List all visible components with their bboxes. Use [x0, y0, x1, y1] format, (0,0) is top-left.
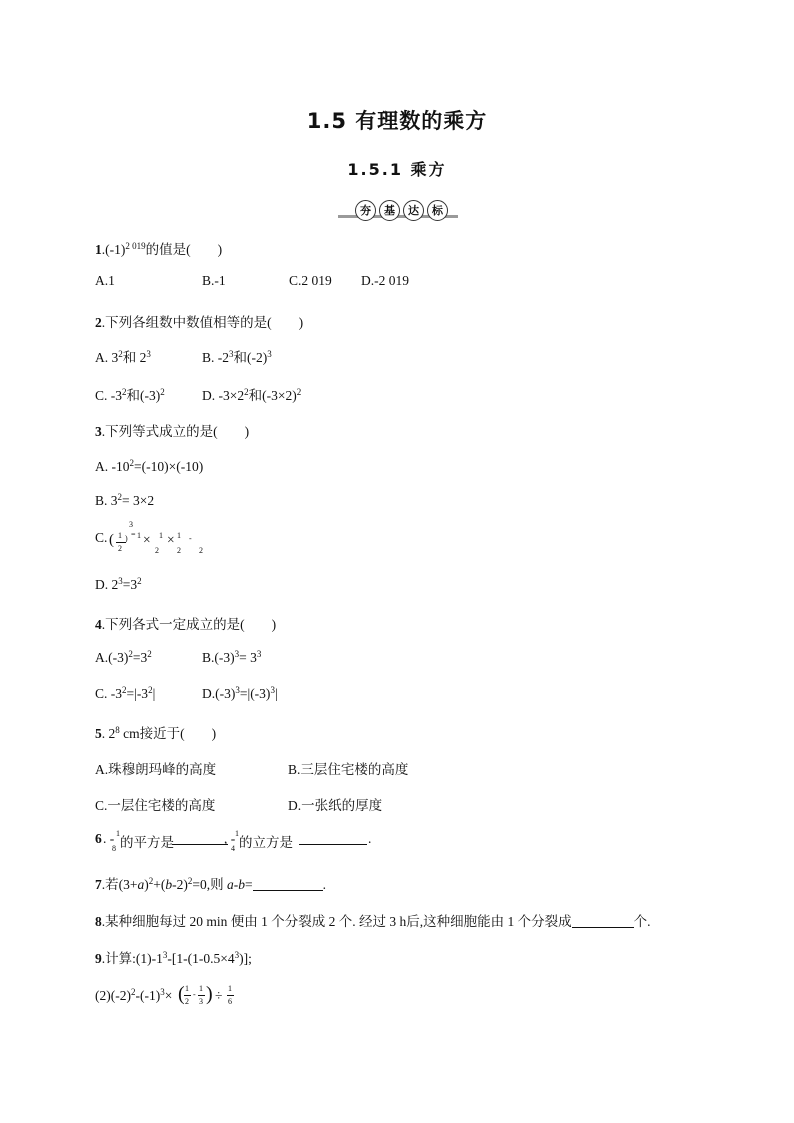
- frac-num: 1: [118, 531, 122, 540]
- question-number: 9: [95, 951, 102, 966]
- q3-option-b: B. $3^2= 3\times 2$: [95, 492, 155, 508]
- q5-option-a: A.珠穆朗玛峰的高度: [95, 762, 217, 777]
- q4-option-a: $A.(-3)^2=3^2$: [95, 649, 152, 665]
- badge-char: 夯: [355, 200, 376, 221]
- question-number: 2: [95, 315, 102, 330]
- badge-char: 达: [403, 200, 424, 221]
- q1-stem: 的值是( ): [145, 242, 223, 257]
- q3-stem: .下列等式成立的是( ): [101, 424, 250, 439]
- question-6: 6 . - 1 8 的平方是 , - 1 4 的立方是 .: [95, 829, 372, 853]
- q1-option-a: A.1: [95, 273, 115, 288]
- q2-option-b: B. $-2^3$和$(-2)^3$: [202, 349, 272, 365]
- q5-option-c: C.一层住宅楼的高度: [95, 798, 216, 813]
- question-3: [95, 420, 249, 440]
- question-4: [95, 613, 276, 633]
- question-7: 7.若$(3+a)^2+(b-2)^2=0$,则 a-b= .: [95, 876, 326, 892]
- right-paren: ): [206, 983, 213, 1005]
- frac-num: 1: [159, 531, 163, 540]
- q9-part-2: $(2)(-2)^2-(-1)^3\times$ ( 1 2 - 1 3 ) ÷ 1 6: [95, 983, 232, 1006]
- q3-option-d: D. $2^3=3^2$: [95, 576, 142, 592]
- q1-expr: .(-1): [101, 242, 126, 257]
- q1-option-c: C.2 019: [289, 273, 332, 288]
- left-paren: (: [109, 532, 114, 548]
- q3-option-c: C. ( 3 1 2 ) = 1 2 × 1 × 1 2 - 2: [95, 520, 203, 555]
- badge-char: 标: [427, 200, 448, 221]
- frac-bar: [184, 995, 191, 996]
- frac-den: 2: [199, 546, 203, 555]
- question-9: 9.计算$:(1)-1^3-[1-(1-0.5\times 4^3)]$;: [95, 950, 252, 966]
- question-number: 1: [95, 242, 102, 257]
- badge-char: 基: [379, 200, 400, 221]
- frac-bar: [198, 995, 205, 996]
- q1-option-d: D.-2 019: [361, 273, 409, 288]
- question-number: 3: [95, 424, 102, 439]
- left-paren: (: [178, 983, 185, 1005]
- frac-bar: [227, 995, 234, 996]
- question-number: 7: [95, 877, 102, 892]
- question-number: 5: [95, 726, 102, 741]
- answer-blank[interactable]: [253, 878, 323, 891]
- q4-stem: .下列各式一定成立的是( ): [101, 617, 277, 632]
- paren-exponent: 3: [129, 520, 133, 529]
- q1-option-b: B.-1: [202, 273, 226, 288]
- question-8: 8.某种细胞每过 20 min 便由 1 个分裂成 2 个. 经过 3 h后,这种细胞能由 1 个分裂成 个.: [95, 914, 651, 929]
- q4-option-c: C. $-3^2=|-3^2|$: [95, 685, 156, 701]
- section-subtitle: 1.5.1 乘方: [347, 160, 447, 179]
- q1-exponent: 2 019: [125, 241, 146, 251]
- question-2: [95, 311, 303, 331]
- q5-option-d: D.一张纸的厚度: [288, 798, 383, 813]
- page-title: 1.5 有理数的乘方: [306, 109, 488, 133]
- option-label: C.: [95, 530, 108, 545]
- question-number: 6: [95, 831, 102, 846]
- q4-option-b: $B.(-3)^3= 3^3$: [202, 649, 262, 665]
- q2-option-c: C. $-3^2$和$(-3)^2$: [95, 387, 165, 403]
- answer-blank[interactable]: [572, 915, 634, 928]
- answer-blank[interactable]: [172, 832, 228, 845]
- frac-num: 1: [137, 531, 141, 540]
- right-paren: ): [125, 534, 128, 543]
- frac-num: 1: [177, 531, 181, 540]
- q2-option-d: D. $-3\times 2^2$和$(-3\times 2)^2$: [202, 387, 302, 403]
- q2-option-a: A. $3^2$和 $2^3$: [95, 349, 151, 365]
- question-number: 4: [95, 617, 102, 632]
- question-number: 8: [95, 914, 102, 929]
- q2-stem: .下列各组数中数值相等的是( ): [101, 315, 304, 330]
- frac-den: 2: [177, 546, 181, 555]
- frac-den: 2: [118, 544, 122, 553]
- q4-option-d: $D.(-3)^3=|(-3)^3|$: [202, 685, 278, 701]
- q3-option-a: A. $-10^2=(-10)\times(-10)$: [95, 458, 204, 474]
- question-5: 5. $2^8$ cm接近于( ): [95, 725, 217, 741]
- q5-option-b: B.三层住宅楼的高度: [288, 762, 409, 777]
- section-badge: [338, 200, 458, 222]
- answer-blank[interactable]: [299, 832, 367, 845]
- question-1: [95, 238, 222, 258]
- frac-den: 2: [155, 546, 159, 555]
